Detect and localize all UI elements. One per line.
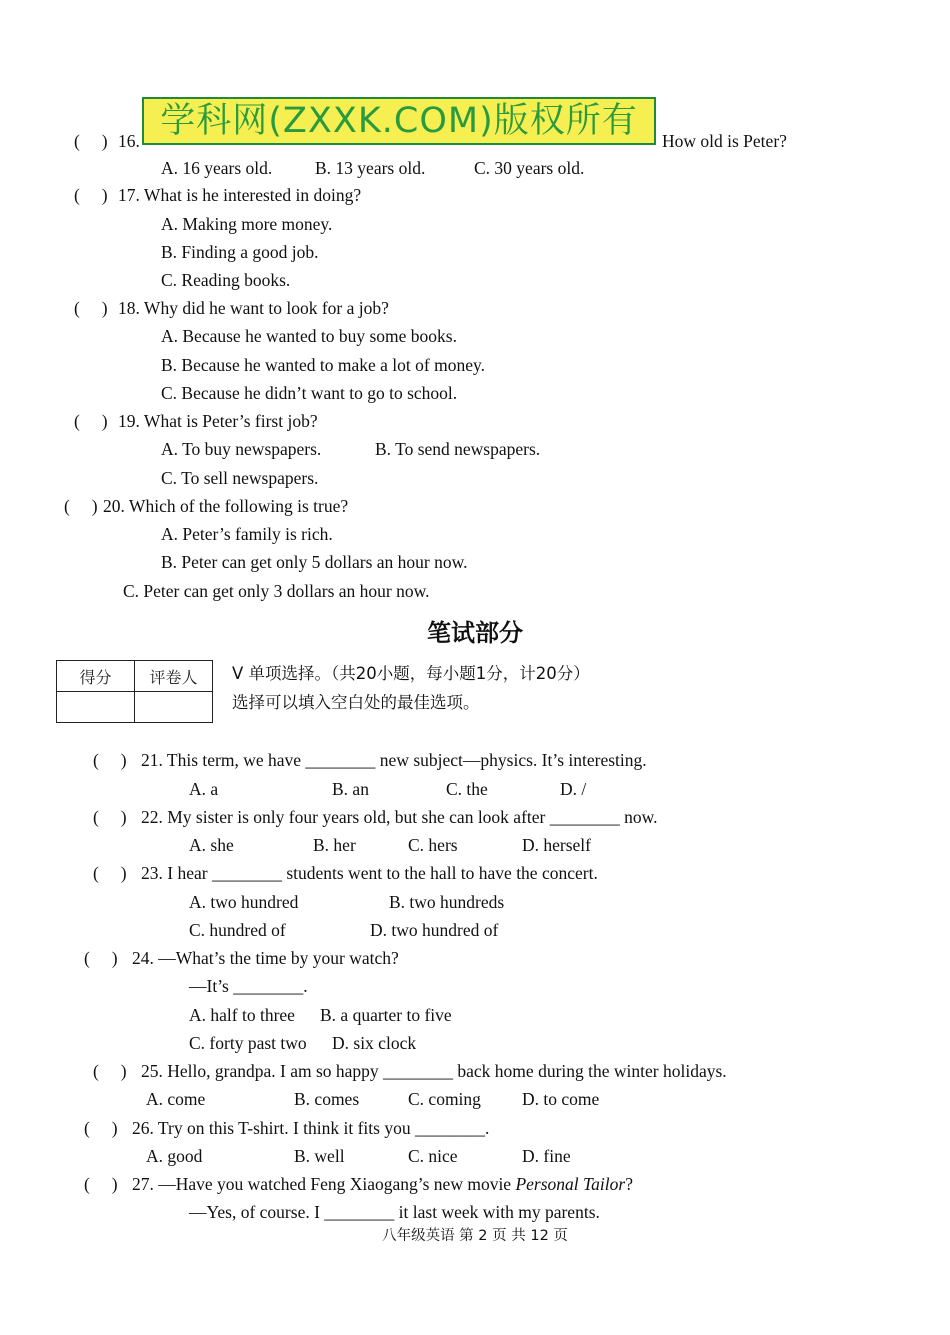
option: A. Peter’s family is rich. — [161, 524, 333, 544]
option: C. Because he didn’t want to go to school. — [161, 383, 458, 403]
option: B. a quarter to five — [320, 1005, 452, 1025]
option: D. / — [560, 779, 587, 799]
option: B. her — [313, 835, 356, 855]
answer-paren: ( ) — [84, 1174, 118, 1194]
option: C. Peter can get only 3 dollars an hour now. — [123, 581, 430, 601]
question-text: 22. My sister is only four years old, but she can look after ________ now. — [141, 807, 658, 827]
option: A. good — [146, 1146, 203, 1166]
answer-paren: ( ) — [93, 863, 127, 883]
answer-paren: ( ) — [64, 496, 98, 516]
option: C. coming — [408, 1089, 481, 1109]
question-text: 18. Why did he want to look for a job? — [118, 298, 389, 318]
question-text: 23. I hear ________ students went to the hall to have the concert. — [141, 863, 598, 883]
page-footer: 八年级英语 第 2 页 共 12 页 — [382, 1228, 568, 1244]
option: A. Making more money. — [161, 214, 333, 234]
option: A. come — [146, 1089, 206, 1109]
option: A. a — [189, 779, 219, 799]
question-reply: —Yes, of course. I ________ it last week with my parents. — [189, 1202, 600, 1222]
option: D. herself — [522, 835, 592, 855]
question-text: 17. What is he interested in doing? — [118, 185, 362, 205]
option: C. 30 years old. — [474, 158, 585, 178]
section-instruction: 选择可以填入空白处的最佳选项。 — [232, 693, 480, 712]
option: B. To send newspapers. — [375, 439, 541, 459]
option: D. two hundred of — [370, 920, 499, 940]
answer-paren: ( ) — [84, 1118, 118, 1138]
answer-paren: ( ) — [74, 185, 108, 205]
question-text-after: ? — [625, 1174, 633, 1194]
score-table — [56, 660, 213, 723]
question-text: 21. This term, we have ________ new subject—physics. It’s interesting. — [141, 750, 647, 770]
option: B. 13 years old. — [315, 158, 426, 178]
option: A. Because he wanted to buy some books. — [161, 326, 457, 346]
option: A. she — [189, 835, 234, 855]
question-number: 16. — [118, 131, 140, 151]
option: B. Because he wanted to make a lot of money. — [161, 355, 485, 375]
option: A. two hundred — [189, 892, 299, 912]
option: A. half to three — [189, 1005, 295, 1025]
option: C. To sell newspapers. — [161, 468, 319, 488]
option: C. the — [446, 779, 488, 799]
answer-paren: ( ) — [74, 298, 108, 318]
question-text: How old is Peter? — [662, 131, 787, 151]
question-text: 19. What is Peter’s first job? — [118, 411, 318, 431]
movie-title: Personal Tailor — [515, 1174, 626, 1194]
option: C. Reading books. — [161, 270, 291, 290]
answer-paren: ( ) — [74, 411, 108, 431]
grader-cell — [135, 692, 213, 723]
answer-paren: ( ) — [93, 1061, 127, 1081]
answer-paren: ( ) — [74, 131, 108, 151]
answer-paren: ( ) — [93, 750, 127, 770]
option: B. well — [294, 1146, 345, 1166]
option: B. comes — [294, 1089, 360, 1109]
question-text: 20. Which of the following is true? — [103, 496, 349, 516]
answer-paren: ( ) — [93, 807, 127, 827]
answer-paren: ( ) — [84, 948, 118, 968]
option: D. fine — [522, 1146, 571, 1166]
question-reply: —It’s ________. — [189, 976, 308, 996]
score-header: 得分 — [57, 661, 135, 692]
option: A. 16 years old. — [161, 158, 273, 178]
question-text-before: 27. —Have you watched Feng Xiaogang’s new movie — [132, 1174, 516, 1194]
option: C. hundred of — [189, 920, 286, 940]
question-text: 25. Hello, grandpa. I am so happy ________ back home during the winter holidays. — [141, 1061, 727, 1081]
option: B. Peter can get only 5 dollars an hour now. — [161, 552, 468, 572]
score-cell — [57, 692, 135, 723]
option: D. to come — [522, 1089, 600, 1109]
section-heading: Ⅴ 单项选择。（共20小题，每小题1分，计20分） — [232, 664, 590, 683]
question-text: 24. —What’s the time by your watch? — [132, 948, 399, 968]
option: C. hers — [408, 835, 458, 855]
grader-header: 评卷人 — [135, 661, 213, 692]
option: B. two hundreds — [389, 892, 505, 912]
question-text — [132, 1173, 633, 1195]
option: B. Finding a good job. — [161, 242, 319, 262]
section-title: 笔试部分 — [427, 619, 523, 647]
option: B. an — [332, 779, 369, 799]
option: D. six clock — [332, 1033, 417, 1053]
option: C. nice — [408, 1146, 458, 1166]
option: C. forty past two — [189, 1033, 307, 1053]
question-text: 26. Try on this T-shirt. I think it fits you ________. — [132, 1118, 490, 1138]
watermark-banner: 学科网(ZXXK.COM)版权所有 — [142, 97, 656, 145]
option: A. To buy newspapers. — [161, 439, 322, 459]
